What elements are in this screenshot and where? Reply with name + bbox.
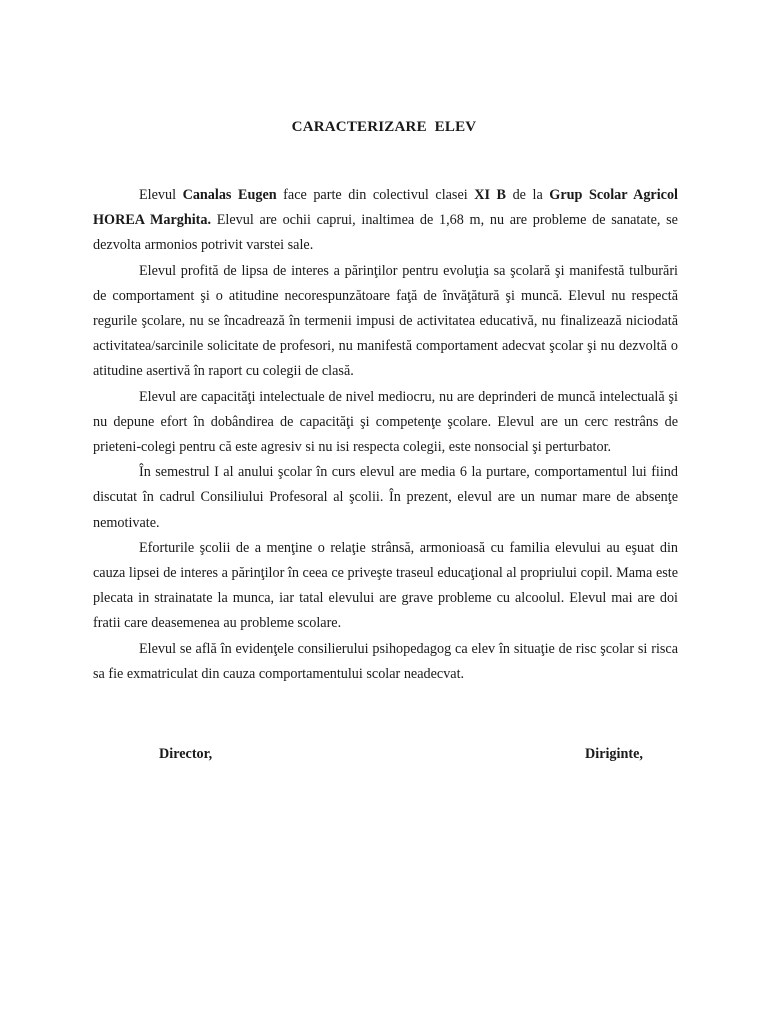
paragraph-semester: În semestrul I al anului şcolar în curs elevul are media 6 la purtare, comportamentul lui fiind discutat în cadrul Consiliului Profesoral al şcolii. În prezent, elevul are un numar mare de absenţe nemotivate. xyxy=(93,464,678,531)
paragraph-behavior: Elevul profită de lipsa de interes a părinţilor pentru evoluţia sa şcolară şi manifestă tulburări de comportament şi o atitudine necorespunzătoare faţă de învăţătură şi muncă. Elevul nu respectă regurile şcolare, nu se încadrează în termenii impusi de activitatea educativă, nu finalizează niciodată activitatea/sarcinile solicitate de profesori, nu manifestă comportament adecvat şcolar şi nu dezvoltă o atitudine asertivă în raport cu colegii de clasă. xyxy=(93,262,678,380)
intro-text-3: de la xyxy=(506,187,550,203)
paragraph-intro xyxy=(93,183,678,259)
paragraph-risk: Elevul se află în evidenţele consilierului psihopedagog ca elev în situaţie de risc şcolar si risca sa fie exmatriculat din cauza comportamentului scolar neadecvat. xyxy=(93,640,678,682)
document-title: CARACTERIZARE ELEV xyxy=(291,119,477,135)
intro-text-1: Elevul xyxy=(139,187,183,203)
student-name: Canalas Eugen xyxy=(182,187,277,203)
intro-text-2: face parte din colectivul clasei xyxy=(276,187,475,203)
paragraph-family: Eforturile şcolii de a menţine o relaţie strânsă, armonioasă cu familia elevului au eşuat din cauza lipsei de interes a părinţilor în ceea ce priveşte traseul educaţional al propriului copil. Mama este plecata in strainatate la munca, iar tatal elevului are grave probleme cu alcoolul. Elevul mai are doi fratii care deasemenea au probleme scolare. xyxy=(93,539,678,632)
class-name: XI B xyxy=(474,187,507,203)
document-body xyxy=(93,183,678,687)
signature-director: Director, xyxy=(159,746,213,762)
school-name: Grup Scolar Agricol HOREA Marghita. xyxy=(93,187,678,229)
signature-diriginte: Diriginte, xyxy=(585,746,643,762)
intro-text-4: Elevul are ochii caprui, inaltimea de 1,68 m, nu are probleme de sanatate, se dezvolta armonios potrivit varstei sale. xyxy=(93,212,678,254)
paragraph-intellect: Elevul are capacităţi intelectuale de nivel mediocru, nu are deprinderi de muncă intelectuală şi nu depune efort în dobândirea de capacităţi şi competenţe şcolare. Elevul are un cerc restrâns de prieteni-colegi pentru că este agresiv si nu isi respecta colegii, este nonsocial şi perturbator. xyxy=(93,388,678,456)
